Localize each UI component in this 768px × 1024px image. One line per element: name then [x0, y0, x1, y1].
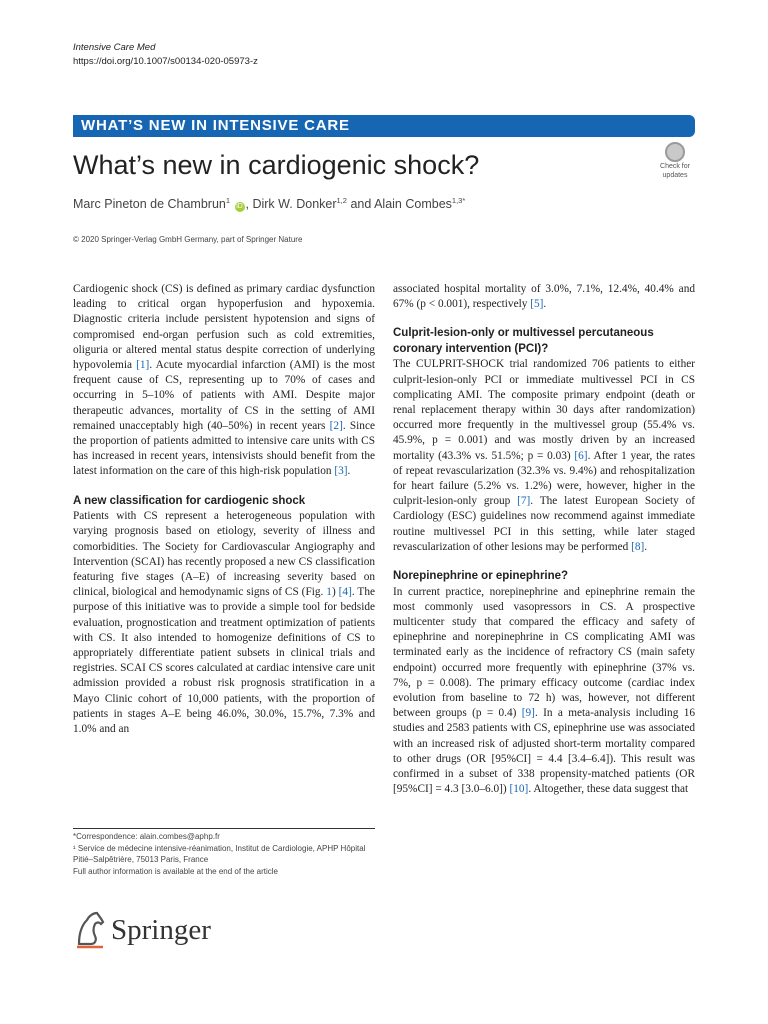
- author-info-note: Full author information is available at the end of the article: [73, 866, 279, 876]
- section-heading: Culprit-lesion-only or multivessel percutaneous coronary intervention (PCI)?: [393, 327, 654, 355]
- body-paragraph: Patients with CS represent a heterogeneous population with varying prognosis based on etiology, severity of illness and comorbidities. The Society for Cardiovascular Angiography and Intervention (SCAI) has recently proposed a new CS classification featuring five stages (A–E) of increasing severity based on clinical, biological and hemodynamic signs of CS (Fig. 1) [4]. The purpose of this initiative was to provide a simple tool for bedside evaluation, prognostication and treatment optimization of patients with CS. It also intended to homogenize definitions of CS to appropriately differentiate patient subsets in clinical trials and registries. SCAI CS scores calculated at cardiac intensive care unit admission provided a robust risk prognosis stratification in a Mayo Clinic cohort of 10,000 patients, with the proportion of patients in stages A–E being 46.0%, 30.0%, 15.7%, 7.3% and 1.0% and an: [73, 510, 375, 735]
- body-paragraph: The CULPRIT-SHOCK trial randomized 706 patients to either culprit-lesion-only PCI or immediate multivessel PCI in CS complicating AMI. The composite primary endpoint (death or renal replacement therapy within 30 days after randomization) occurred more frequently in the multivessel group (55.4% vs. 45.9%, p = 0.001) and was mostly driven by an increased mortality (43.3% vs. 51.5%; p = 0.03) [6]. After 1 year, the rates of repeat revascularization (32.3% vs. 9.4%) and rehospitalization for heart failure (5.2% vs. 1.2%) were, however, higher in the culprit-lesion-only group [7]. The latest European Society of Cardiology (ESC) guidelines now recommend against immediate routine multivessel PCI in this setting, while later staged revascularization of other lesions may be performed [8].: [393, 358, 695, 553]
- author-list: Marc Pineton de Chambrun$^1$ iD , Dirk W. Donker$^{1,2}$ and Alain Combes$^{1,3*}$: [73, 196, 466, 212]
- citation-link[interactable]: [10]: [509, 783, 529, 796]
- correspondence-note[interactable]: *Correspondence: alain.combes@aphp.fr: [73, 832, 220, 841]
- springer-horse-icon: [73, 910, 107, 950]
- check-updates-line2: updates: [662, 172, 688, 179]
- footnote-divider: [73, 828, 375, 829]
- citation-link[interactable]: [9]: [521, 707, 535, 720]
- left-column: [73, 282, 375, 737]
- body-paragraph: In current practice, norepinephrine and epinephrine remain the most commonly used vasopressors in CS. A prospective multicenter study that compared the efficacy and safety of epinephrine and norepinephrine in CS complicating AMI was terminated early as the incidence of refractory CS (main safety endpoint) occurred more frequently with epinephrine (37% vs. 7%, p = 0.008). The primary efficacy outcome (cardiac index evolution from baseline to 72 h) was, however, not different between groups (p = 0.4) [9]. In a meta-analysis including 16 studies and 2583 patients with CS, epinephrine use was associated with an increased risk of adjusted short-term mortality compared to other drugs (OR [95%CI] = 4.4 [3.4–6.4]). This result was confirmed in a subset of 338 propensity-matched patients (OR [95%CI] = 4.3 [3.0–6.0]) [10]. Altogether, these data suggest that: [393, 585, 695, 796]
- affiliation-mark: 1,2: [336, 196, 347, 205]
- author-name[interactable]: Marc Pineton de Chambrun: [73, 197, 226, 212]
- citation-link[interactable]: [7]: [517, 495, 531, 508]
- and-text: and: [350, 197, 372, 212]
- citation-link[interactable]: [1]: [136, 359, 150, 372]
- right-column: [393, 282, 695, 797]
- check-for-updates-badge[interactable]: [655, 142, 695, 180]
- section-heading: Norepinephrine or epinephrine?: [393, 570, 569, 583]
- citation-link[interactable]: [2]: [329, 419, 343, 432]
- author-name[interactable]: Alain Combes: [374, 197, 452, 212]
- affiliation-note: ¹ Service de médecine intensive-réanimation, Institut de Cardiologie, APHP Hôpital Pitié–Salpêtrière, 75013 Paris, France: [73, 843, 366, 864]
- springer-wordmark: Springer: [111, 914, 211, 946]
- body-paragraph: Cardiogenic shock (CS) is defined as primary cardiac dysfunction leading to critical organ hypoperfusion and hypoxemia. Diagnostic criteria include persistent hypotension and signs of compromised end-organ perfusion such as cold extremities, oliguria or altered mental status despite correction of underlying hypovolemia [1]. Acute myocardial infarction (AMI) is the most frequent cause of CS, representing up to 70% of cases and occurring in 5–10% of patients with AMI. Despite major therapeutic advances, mortality of CS in the setting of AMI remained unacceptably high (40–50%) in recent years [2]. Since the proportion of patients admitted to intensive care units with CS has increased in recent years, intensivists should benefit from the latest information on the care of this high-risk population [3].: [73, 283, 375, 478]
- citation-link[interactable]: [4]: [338, 586, 352, 599]
- section-banner: [73, 115, 695, 137]
- citation-link[interactable]: [8]: [631, 540, 645, 553]
- citation-link[interactable]: [6]: [574, 449, 588, 462]
- body-paragraph: associated hospital mortality of 3.0%, 7.1%, 12.4%, 40.4% and 67% (p < 0.001), respectively [5].: [393, 283, 695, 311]
- copyright-line: © 2020 Springer-Verlag GmbH Germany, part of Springer Nature: [73, 235, 303, 244]
- citation-link[interactable]: [3]: [334, 465, 348, 478]
- author-name[interactable]: Dirk W. Donker: [252, 197, 337, 212]
- journal-name: Intensive Care Med: [73, 42, 156, 53]
- section-banner-label: WHAT’S NEW IN INTENSIVE CARE: [81, 117, 350, 134]
- article-title: What’s new in cardiogenic shock?: [73, 150, 480, 180]
- affiliation-mark: 1,3*: [451, 196, 466, 205]
- citation-link[interactable]: [5]: [530, 298, 544, 311]
- figure-link[interactable]: 1: [326, 586, 332, 599]
- footnotes: [73, 831, 375, 877]
- orcid-icon[interactable]: iD: [236, 203, 243, 211]
- check-updates-icon: [665, 142, 685, 162]
- section-heading: A new classification for cardiogenic shock: [73, 494, 306, 507]
- affiliation-mark: 1: [225, 196, 231, 205]
- doi-link[interactable]: https://doi.org/10.1007/s00134-020-05973-z: [73, 56, 258, 67]
- check-updates-line1: Check for: [660, 163, 690, 170]
